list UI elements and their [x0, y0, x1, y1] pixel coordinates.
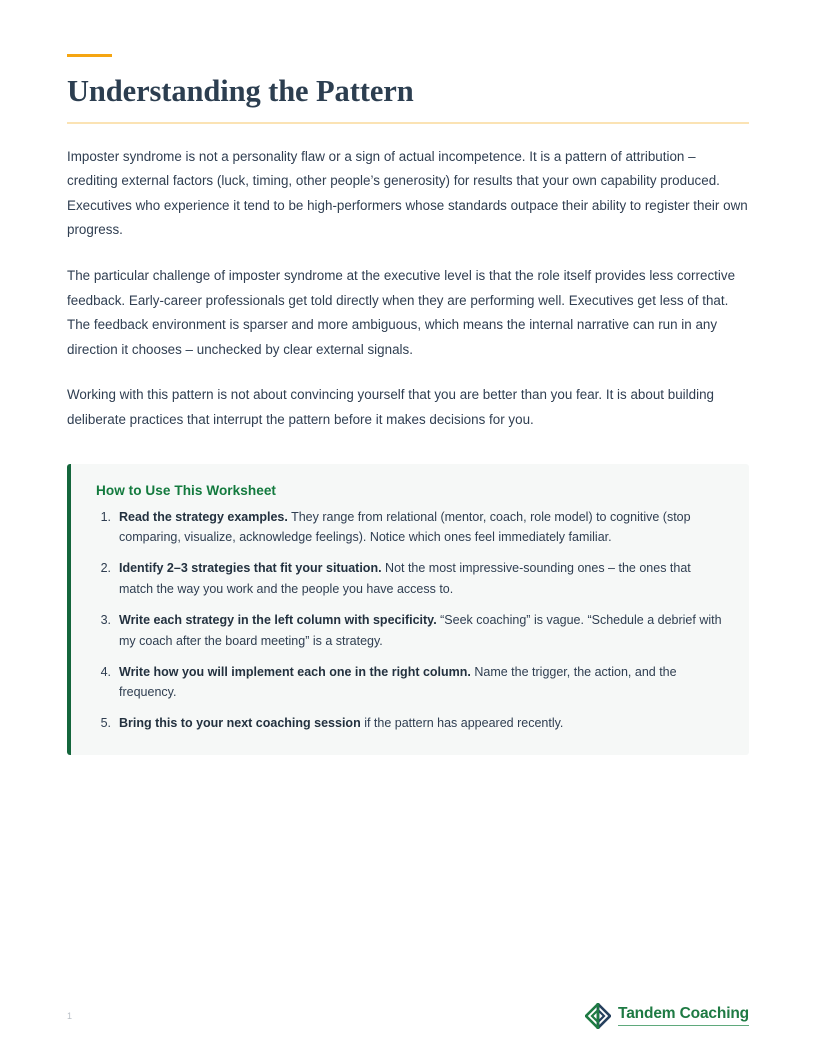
- callout-instruction-list: [96, 507, 727, 734]
- paragraph: Imposter syndrome is not a personality flaw or a sign of actual incompetence. It is a pattern of attribution – crediting external factors (luck, timing, other people’s generosity) for results that your own capability produced. Executives who experience it tend to be high-performers whose standards outpace their ability to register their own progress.: [67, 148, 748, 238]
- list-item-lead: Identify 2–3 strategies that fit your situation.: [119, 561, 382, 576]
- list-item-text: They range from relational (mentor, coach, role model) to cognitive (stop comparing, visualize, acknowledge feelings). Notice which ones feel immediately familiar.: [119, 509, 691, 545]
- list-item-text: Name the trigger, the action, and the frequency.: [119, 664, 677, 700]
- list-item: [96, 713, 727, 734]
- list-item: [96, 662, 727, 703]
- list-item-number: 4.: [100, 664, 111, 679]
- list-item: [96, 507, 727, 548]
- brand-wordmark: Tandem Coaching: [618, 1006, 749, 1026]
- list-item: [96, 558, 727, 599]
- title-divider-rule: [67, 122, 749, 124]
- title-accent-bar: [67, 54, 112, 57]
- list-item-text: Not the most impressive-sounding ones – the ones that match the way you work and the people you have access to.: [119, 561, 691, 596]
- page-content: [67, 0, 749, 755]
- list-item-lead: Read the strategy examples.: [119, 509, 288, 524]
- list-item-lead: Write each strategy in the left column with specificity.: [119, 612, 437, 627]
- list-item-text: if the pattern has appeared recently.: [360, 716, 564, 731]
- page-number: 1: [67, 1011, 73, 1021]
- paragraph: Working with this pattern is not about convincing yourself that you are better than you fear. It is about building deliberate practices that interrupt the pattern before it makes decisions for you.: [67, 387, 714, 427]
- list-item-lead: Write how you will implement each one in the right column.: [119, 664, 471, 679]
- paragraph: The particular challenge of imposter syndrome at the executive level is that the role itself provides less corrective feedback. Early-career professionals get told directly when they are performing well. Executives get less of that. The feedback environment is sparser and more ambiguous, which means the internal narrative can run in any direction it chooses – unchecked by clear external signals.: [67, 268, 736, 357]
- list-item-number: 5.: [100, 716, 111, 731]
- tandem-diamond-logo-icon: [585, 1003, 611, 1029]
- list-item-text: “Seek coaching” is vague. “Schedule a debrief with my coach after the board meeting” is a strategy.: [119, 612, 722, 648]
- list-item-number: 3.: [100, 612, 111, 627]
- page-footer: [0, 1003, 816, 1043]
- list-item-lead: Bring this to your next coaching session: [119, 716, 361, 731]
- callout-title: How to Use This Worksheet: [96, 482, 277, 498]
- how-to-use-callout: [67, 464, 749, 755]
- list-item-number: 1.: [100, 509, 111, 524]
- brand-logo: [585, 1003, 749, 1029]
- list-item-number: 2.: [100, 561, 111, 576]
- page-title: Understanding the Pattern: [67, 74, 414, 108]
- body-copy: [67, 145, 749, 433]
- list-item: [96, 610, 727, 651]
